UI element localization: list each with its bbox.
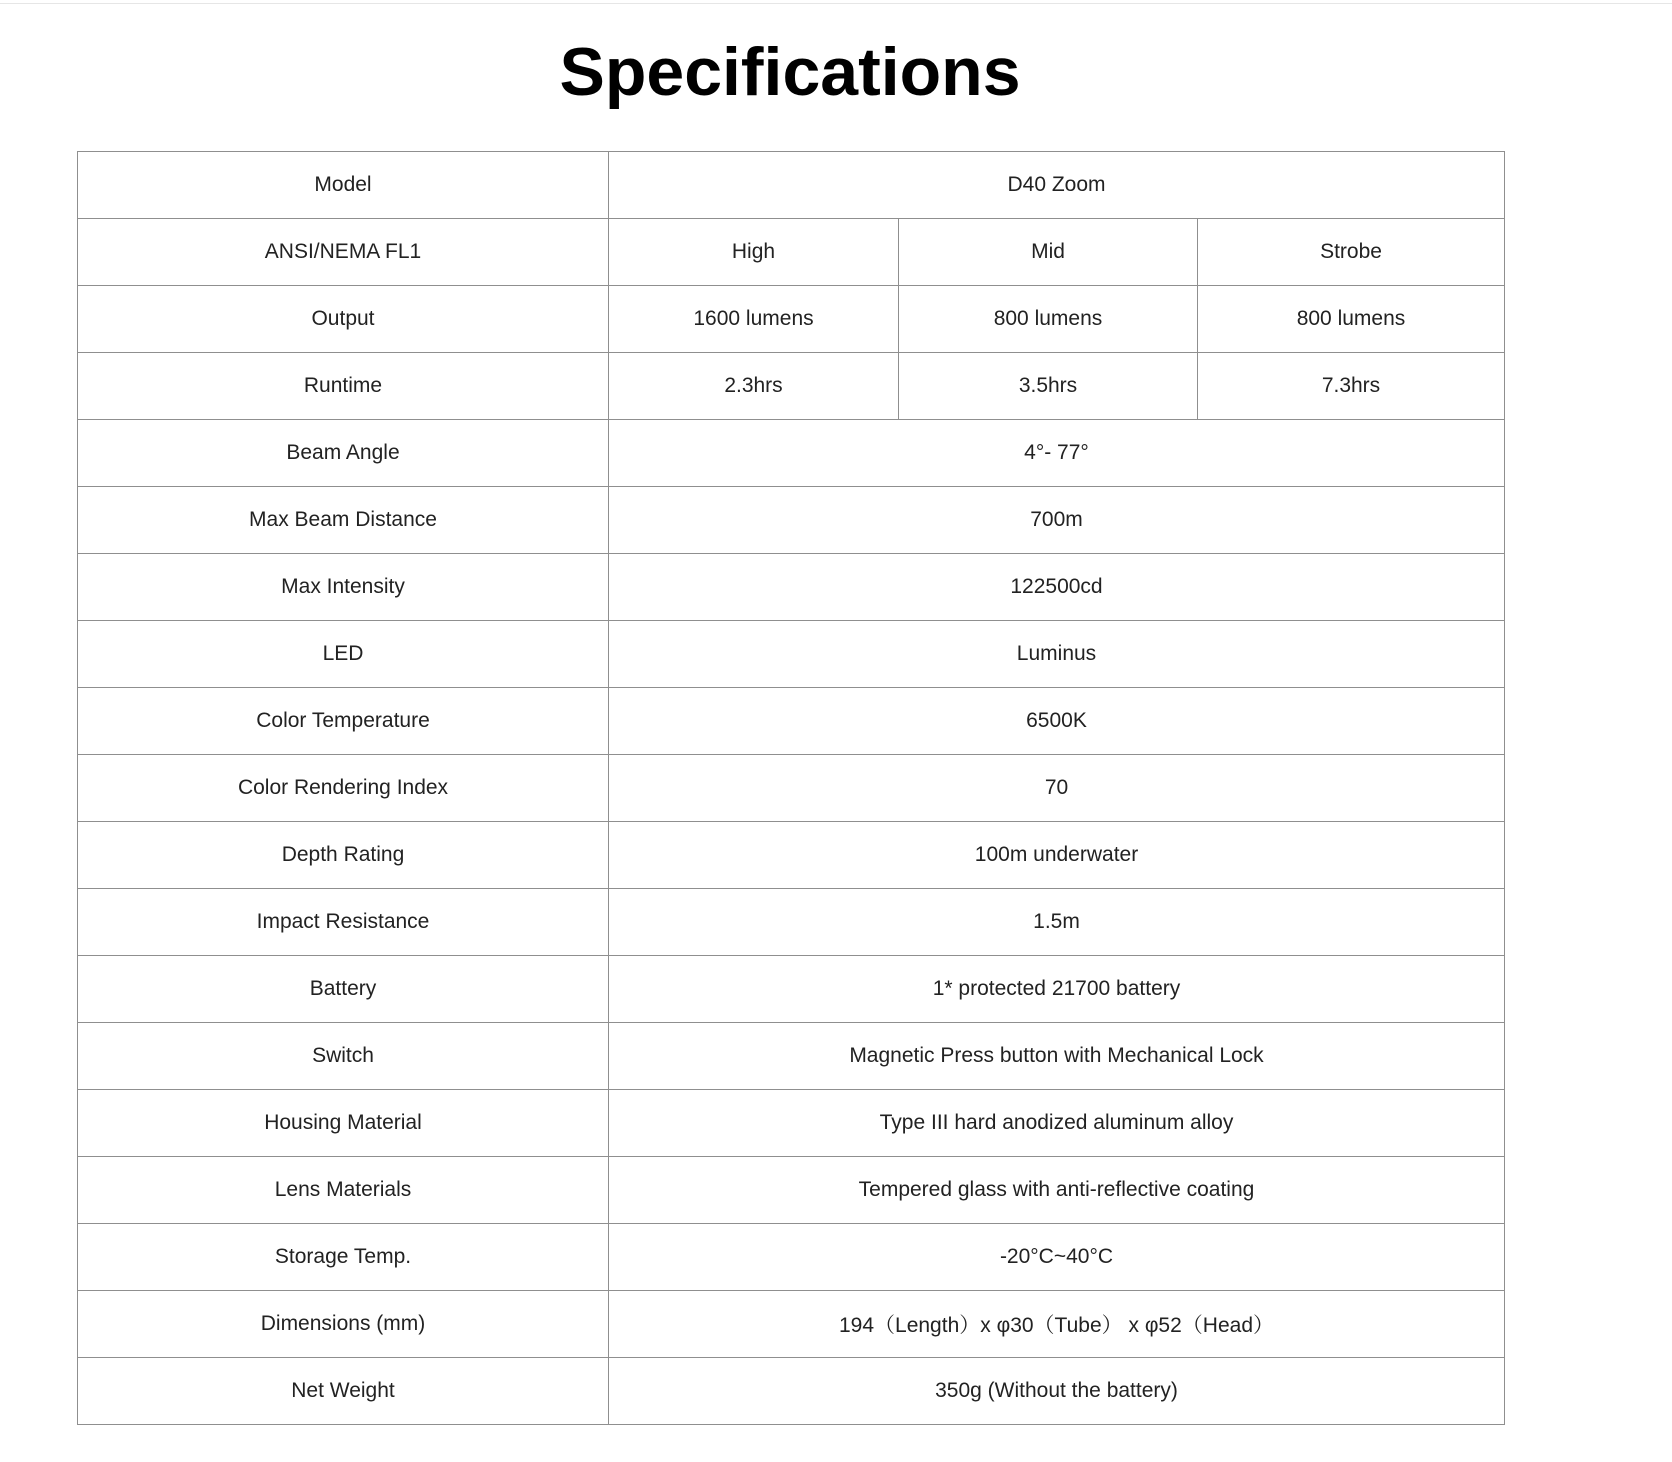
table-row bbox=[78, 1224, 1505, 1291]
spec-label: Lens Materials bbox=[78, 1157, 609, 1224]
table-row-modes bbox=[78, 219, 1505, 286]
runtime-high: 2.3hrs bbox=[609, 353, 899, 420]
spec-label: Dimensions (mm) bbox=[78, 1291, 609, 1358]
table-row bbox=[78, 420, 1505, 487]
spec-label: Depth Rating bbox=[78, 822, 609, 889]
spec-label: Impact Resistance bbox=[78, 889, 609, 956]
table-row-model bbox=[78, 152, 1505, 219]
spec-value: Magnetic Press button with Mechanical Lock bbox=[609, 1023, 1505, 1090]
spec-label: Color Rendering Index bbox=[78, 755, 609, 822]
spec-value: Tempered glass with anti-reflective coating bbox=[609, 1157, 1505, 1224]
spec-value: 350g (Without the battery) bbox=[609, 1358, 1505, 1425]
output-strobe: 800 lumens bbox=[1198, 286, 1505, 353]
spec-value: 6500K bbox=[609, 688, 1505, 755]
spec-value: 70 bbox=[609, 755, 1505, 822]
spec-label: Model bbox=[78, 152, 609, 219]
spec-value: 122500cd bbox=[609, 554, 1505, 621]
table-row bbox=[78, 688, 1505, 755]
table-row bbox=[78, 889, 1505, 956]
output-high: 1600 lumens bbox=[609, 286, 899, 353]
spec-label: ANSI/NEMA FL1 bbox=[78, 219, 609, 286]
spec-value: Type III hard anodized aluminum alloy bbox=[609, 1090, 1505, 1157]
page-title: Specifications bbox=[559, 34, 1021, 110]
table-row-runtime bbox=[78, 353, 1505, 420]
specifications-table bbox=[77, 151, 1505, 1425]
spec-label: Net Weight bbox=[78, 1358, 609, 1425]
spec-label: Output bbox=[78, 286, 609, 353]
runtime-strobe: 7.3hrs bbox=[1198, 353, 1505, 420]
spec-value: 100m underwater bbox=[609, 822, 1505, 889]
table-row bbox=[78, 554, 1505, 621]
table-row bbox=[78, 822, 1505, 889]
table-row bbox=[78, 755, 1505, 822]
spec-label: Max Intensity bbox=[78, 554, 609, 621]
table-row bbox=[78, 1291, 1505, 1358]
table-row bbox=[78, 1358, 1505, 1425]
table-row bbox=[78, 621, 1505, 688]
mode-mid: Mid bbox=[899, 219, 1198, 286]
table-row bbox=[78, 1090, 1505, 1157]
spec-label: Runtime bbox=[78, 353, 609, 420]
output-mid: 800 lumens bbox=[899, 286, 1198, 353]
spec-value: 4°- 77° bbox=[609, 420, 1505, 487]
spec-label: LED bbox=[78, 621, 609, 688]
spec-label: Switch bbox=[78, 1023, 609, 1090]
spec-label: Housing Material bbox=[78, 1090, 609, 1157]
table-row bbox=[78, 956, 1505, 1023]
spec-value: 1.5m bbox=[609, 889, 1505, 956]
spec-label: Color Temperature bbox=[78, 688, 609, 755]
spec-value: 700m bbox=[609, 487, 1505, 554]
spec-value: D40 Zoom bbox=[609, 152, 1505, 219]
spec-label: Battery bbox=[78, 956, 609, 1023]
mode-strobe: Strobe bbox=[1198, 219, 1505, 286]
table-row bbox=[78, 1023, 1505, 1090]
mode-high: High bbox=[609, 219, 899, 286]
runtime-mid: 3.5hrs bbox=[899, 353, 1198, 420]
spec-label: Storage Temp. bbox=[78, 1224, 609, 1291]
spec-label: Max Beam Distance bbox=[78, 487, 609, 554]
spec-value: -20°C~40°C bbox=[609, 1224, 1505, 1291]
spec-value: Luminus bbox=[609, 621, 1505, 688]
table-row bbox=[78, 487, 1505, 554]
table-row-output bbox=[78, 286, 1505, 353]
spec-value: 1* protected 21700 battery bbox=[609, 956, 1505, 1023]
table-row bbox=[78, 1157, 1505, 1224]
top-divider bbox=[0, 3, 1672, 4]
spec-label: Beam Angle bbox=[78, 420, 609, 487]
spec-value: 194（Length）x φ30（Tube） x φ52（Head） bbox=[609, 1291, 1505, 1358]
